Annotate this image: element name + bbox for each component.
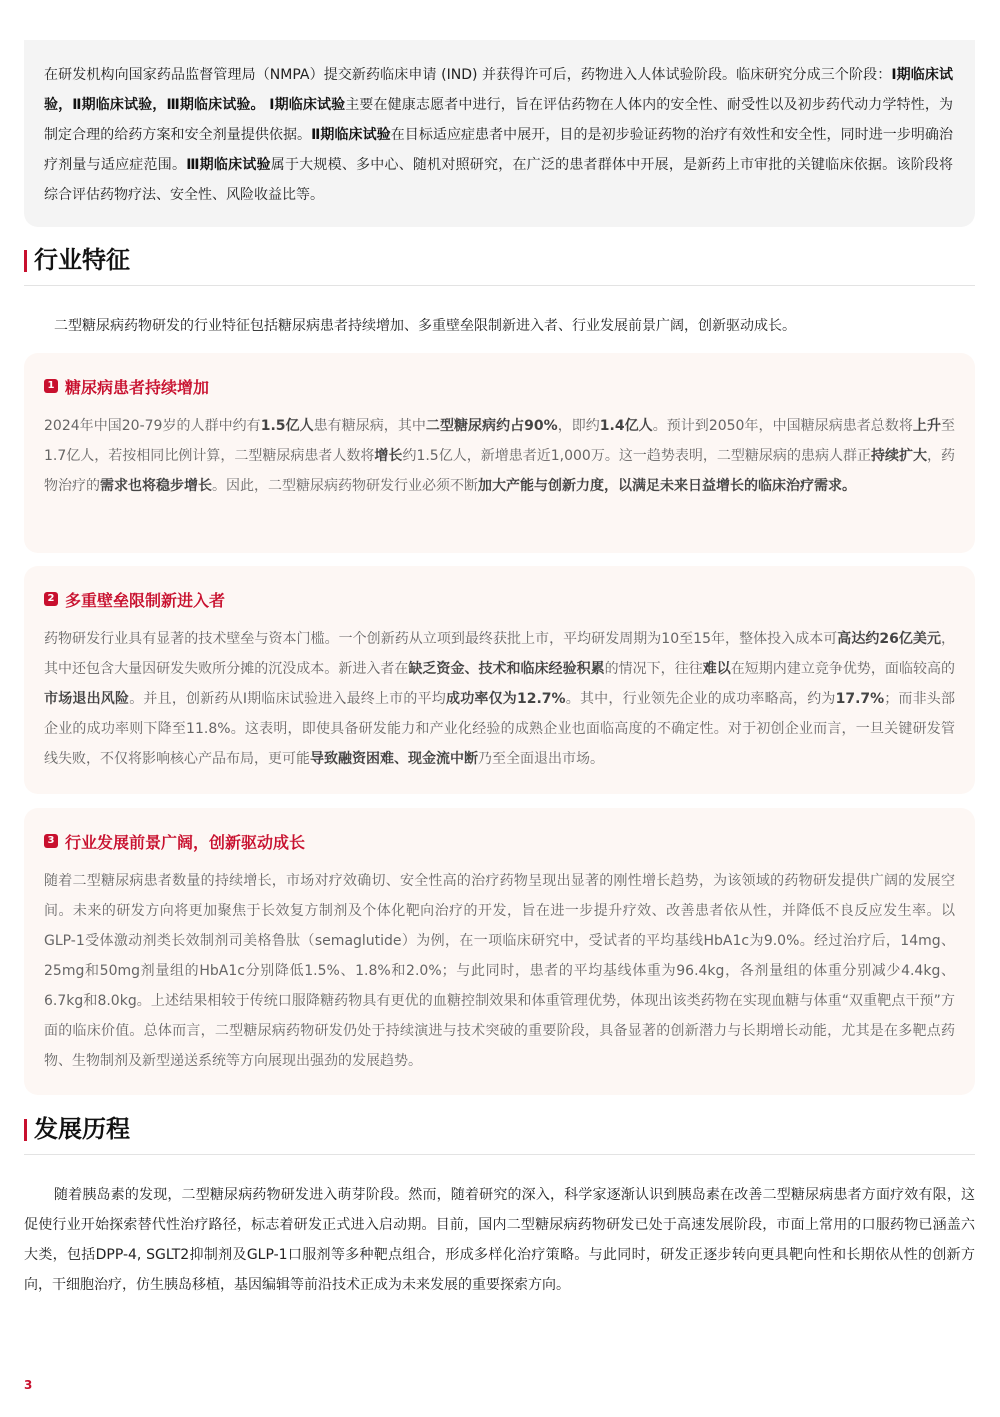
body-text: 药物研发行业具有显著的技术壁垒与资本门槛。一个创新药从立项到最终获批上市，平均研发周期为10至15年，整体投入成本可	[44, 631, 838, 647]
emphasis-text: Ⅲ期临床试验	[186, 157, 271, 173]
card-header	[44, 828, 955, 854]
feature-card-3	[24, 808, 975, 1095]
card-header	[44, 373, 955, 399]
body-text: 属于大规模、多中心、随机对照研究，在广泛的患者群体中开展，是新药上市审批的关键临床依据。该阶段将综合评估药物疗法、安全性、风险收益比等。	[44, 157, 954, 203]
emphasis-text: 17.7%	[835, 691, 885, 707]
body-text: 。其中，行业领先企业的成功率略高，约为	[565, 691, 836, 707]
card-body	[44, 866, 955, 1076]
body-text: 患有糖尿病，其中	[313, 418, 426, 434]
card-title: 行业发展前景广阔，创新驱动成长	[65, 832, 306, 852]
emphasis-text: 高达约26亿美元	[837, 631, 941, 647]
number-badge: 2	[44, 592, 58, 606]
body-text: 在研发机构向国家药品监督管理局（NMPA）提交新药临床申请 (IND) 并获得许可后，药物进入人体试验阶段。临床研究分成三个阶段：	[44, 67, 892, 83]
emphasis-text: 持续扩大	[870, 448, 928, 464]
section-header-development-history	[24, 1107, 975, 1155]
body-text: 。预计到2050年，中国糖尿病患者总数将	[652, 418, 913, 434]
body-text: 乃至全面退出市场。	[478, 751, 604, 767]
section-lead-paragraph: 二型糖尿病药物研发的行业特征包括糖尿病患者持续增加、多重壁垒限制新进入者、行业发展前景广阔，创新驱动成长。	[54, 318, 796, 334]
emphasis-text: Ⅱ期临床试验	[311, 127, 391, 143]
body-text: 至1.7亿人，若按相同比例计算，二型糖尿病患者人数将	[44, 418, 955, 464]
section-title: 发展历程	[34, 1115, 130, 1143]
section-title: 行业特征	[34, 246, 130, 274]
body-text: 在目标适应症患者中展开，目的是初步验证药物的治疗有效性和安全性，同时进一步明确治疗剂量与适应症范围。	[44, 127, 953, 173]
section-header-industry-features	[24, 238, 975, 286]
intro-clinical-stages	[24, 40, 975, 227]
emphasis-text: 增长	[374, 448, 403, 464]
body-text: ，药物治疗的	[44, 448, 956, 494]
body-text: ，其中还包含大量因研发失败所分摊的沉没成本。新进入者在	[44, 631, 955, 677]
card-body	[44, 624, 955, 774]
emphasis-text: Ⅰ期临床试验	[269, 97, 346, 113]
emphasis-text: 难以	[702, 661, 731, 677]
section-accent-bar	[24, 250, 27, 272]
page-number: 3	[24, 1378, 33, 1392]
history-paragraph: 随着胰岛素的发现，二型糖尿病药物研发进入萌芽阶段。然而，随着研究的深入，科学家逐渐认识到胰岛素在改善二型糖尿病患者方面疗效有限，这促使行业开始探索替代性治疗路径，标志着研发正式进入启动期。目前，国内二型糖尿病药物研发已处于高速发展阶段，市面上常用的口服药物已涵盖六大类，包括DPP-4, SGLT2抑制剂及GLP-1口服剂等多种靶点组合，形成多样化治疗策略。与此同时，研发正逐步转向更具靶向性和长期依从性的创新方向，干细胞治疗，仿生胰岛移植，基因编辑等前沿技术正成为未来发展的重要探索方向。	[24, 1187, 975, 1293]
number-badge: 1	[44, 379, 58, 393]
card-title: 糖尿病患者持续增加	[65, 377, 210, 397]
body-text: 在短期内建立竞争优势，面临较高的	[730, 661, 955, 677]
body-text: 。因此，二型糖尿病药物研发行业必须不断	[212, 478, 478, 494]
section-accent-bar	[24, 1119, 27, 1141]
emphasis-text: 成功率仅为12.7%	[446, 691, 566, 707]
emphasis-text: 需求也将稳步增长	[100, 478, 212, 494]
body-text: 约1.5亿人，新增患者近1,000万。这一趋势表明，二型糖尿病的患病人群正	[402, 448, 871, 464]
emphasis-text: 加大产能与创新力度，以满足未来日益增长的临床治疗需求。	[478, 478, 856, 494]
emphasis-text: 缺乏资金、技术和临床经验积累	[408, 661, 605, 677]
emphasis-text: 市场退出风险	[44, 691, 130, 707]
feature-card-1	[24, 353, 975, 553]
emphasis-text: Ⅰ期临床试验，Ⅱ期临床试验，Ⅲ期临床试验。	[44, 67, 953, 113]
body-text: ；而非头部企业的成功率则下降至11.8%。这表明，即使具备研发能力和产业化经验的成熟企业也面临高度的不确定性。对于初创企业而言，一旦关键研发管线失败，不仅将影响核心产品布局，更可能	[44, 691, 956, 767]
intro-paragraph	[44, 60, 953, 210]
body-text: 。并且，创新药从I期临床试验进入最终上市的平均	[129, 691, 446, 707]
emphasis-text: 二型糖尿病约占90%	[425, 418, 558, 434]
body-text: ，即约	[557, 418, 600, 434]
emphasis-text: 上升	[912, 418, 941, 434]
card-header	[44, 586, 955, 612]
body-text: 2024年中国20-79岁的人群中约有	[44, 418, 261, 434]
card-body	[44, 411, 955, 501]
emphasis-text: 1.4亿人	[599, 418, 653, 434]
emphasis-text: 1.5亿人	[260, 418, 314, 434]
body-text: 主要在健康志愿者中进行，旨在评估药物在人体内的安全性、耐受性以及初步药代动力学特性，为制定合理的给药方案和安全剂量提供依据。	[44, 97, 953, 143]
feature-card-2	[24, 566, 975, 794]
number-badge: 3	[44, 834, 58, 848]
body-text: 的情况下，往往	[604, 661, 703, 677]
body-text: 随着二型糖尿病患者数量的持续增长，市场对疗效确切、安全性高的治疗药物呈现出显著的刚性增长趋势，为该领域的药物研发提供广阔的发展空间。未来的研发方向将更加聚焦于长效复方制剂及个体化靶向治疗的开发，旨在进一步提升疗效、改善患者依从性，并降低不良反应发生率。以GLP-1受体激动剂类长效制剂司美格鲁肽（semaglutide）为例，在一项临床研究中，受试者的平均基线HbA1c为9.0%。经过治疗后，14mg、25mg和50mg剂量组的HbA1c分别降低1.5%、1.8%和2.0%；与此同时，患者的平均基线体重为96.4kg，各剂量组的体重分别减少4.4kg、6.7kg和8.0kg。上述结果相较于传统口服降糖药物具有更优的血糖控制效果和体重管理优势，体现出该类药物在实现血糖与体重“双重靶点干预”方面的临床价值。总体而言，二型糖尿病药物研发仍处于持续演进与技术突破的重要阶段，具备显著的创新潜力与长期增长动能，尤其是在多靶点药物、生物制剂及新型递送系统等方向展现出强劲的发展趋势。	[44, 873, 955, 1069]
card-title: 多重壁垒限制新进入者	[65, 590, 226, 610]
emphasis-text: 导致融资困难、现金流中断	[310, 751, 478, 767]
